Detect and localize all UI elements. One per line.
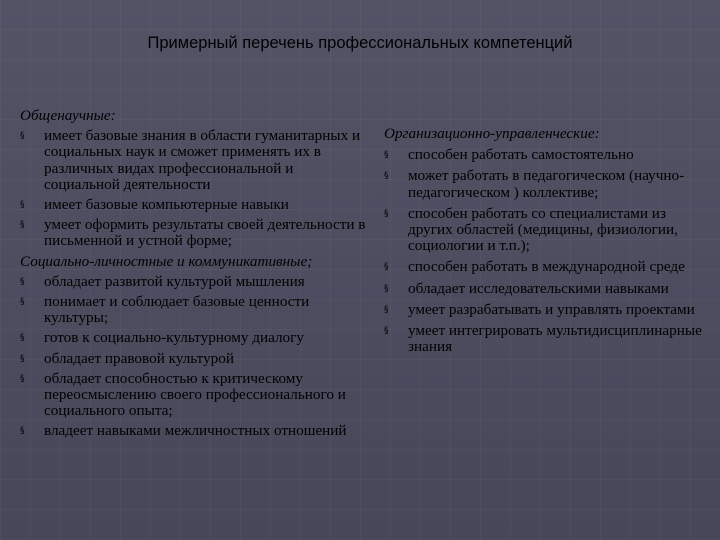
square-bullet-icon: § bbox=[384, 150, 389, 161]
section-heading-organizational: Организационно-управленческие: bbox=[384, 125, 600, 142]
slide-title: Примерный перечень профессиональных компетенций bbox=[147, 34, 573, 52]
square-bullet-icon: § bbox=[20, 276, 25, 287]
list-item: § может работать в педагогическом (научно-педагогическом ) коллективе; bbox=[384, 167, 685, 201]
list-item: § способен работать в международной среде bbox=[384, 258, 685, 276]
square-bullet-icon: § bbox=[384, 283, 389, 294]
list-item: § готов к социально-культурному диалогу bbox=[20, 329, 304, 347]
square-bullet-icon: § bbox=[20, 426, 25, 437]
general-scientific-list bbox=[20, 128, 370, 249]
list-item: § обладает способностью к критическому переосмыслению своего профессионального и социального опыта; bbox=[20, 369, 346, 420]
square-bullet-icon: § bbox=[384, 304, 389, 315]
square-bullet-icon: § bbox=[20, 353, 25, 364]
list-item: § имеет базовые знания в области гуманитарных и социальных наук и сможет применять их в различных видах профессиональной и социальной деятельности bbox=[20, 127, 361, 193]
list-item: § обладает правовой культурой bbox=[20, 349, 234, 367]
list-item: § способен работать со специалистами из других областей (медицины, физиологии, социологии и т.п.); bbox=[384, 204, 678, 255]
square-bullet-icon: § bbox=[20, 333, 25, 344]
section-heading-social-personal: Социально-личностные и коммуникативные; bbox=[20, 252, 313, 270]
list-item: § способен работать самостоятельно bbox=[384, 146, 634, 164]
list-item: § умеет оформить результаты своей деятельности в письменной и устной форме; bbox=[20, 216, 366, 250]
social-personal-list bbox=[20, 274, 370, 440]
square-bullet-icon: § bbox=[384, 171, 389, 182]
list-item: § понимает и соблюдает базовые ценности культуры; bbox=[20, 293, 310, 327]
square-bullet-icon: § bbox=[20, 200, 25, 211]
list-item: § обладает исследовательскими навыками bbox=[384, 279, 669, 297]
list-item: § умеет интегрировать мультидисциплинарные знания bbox=[384, 322, 702, 356]
square-bullet-icon: § bbox=[20, 373, 25, 384]
organizational-list bbox=[384, 147, 708, 355]
square-bullet-icon: § bbox=[20, 220, 25, 231]
list-item: § обладает развитой культурой мышления bbox=[20, 272, 305, 290]
square-bullet-icon: § bbox=[20, 131, 25, 142]
list-item: § умеет разрабатывать и управлять проектами bbox=[384, 300, 695, 318]
square-bullet-icon: § bbox=[384, 326, 389, 337]
list-item: § владеет навыками межличностных отношений bbox=[20, 422, 347, 440]
section-heading-general-scientific: Общенаучные: bbox=[20, 107, 116, 124]
square-bullet-icon: § bbox=[20, 297, 25, 308]
square-bullet-icon: § bbox=[384, 262, 389, 273]
square-bullet-icon: § bbox=[384, 208, 389, 219]
right-column bbox=[384, 126, 708, 355]
list-item: § имеет базовые компьютерные навыки bbox=[20, 196, 289, 214]
left-column bbox=[20, 108, 370, 440]
